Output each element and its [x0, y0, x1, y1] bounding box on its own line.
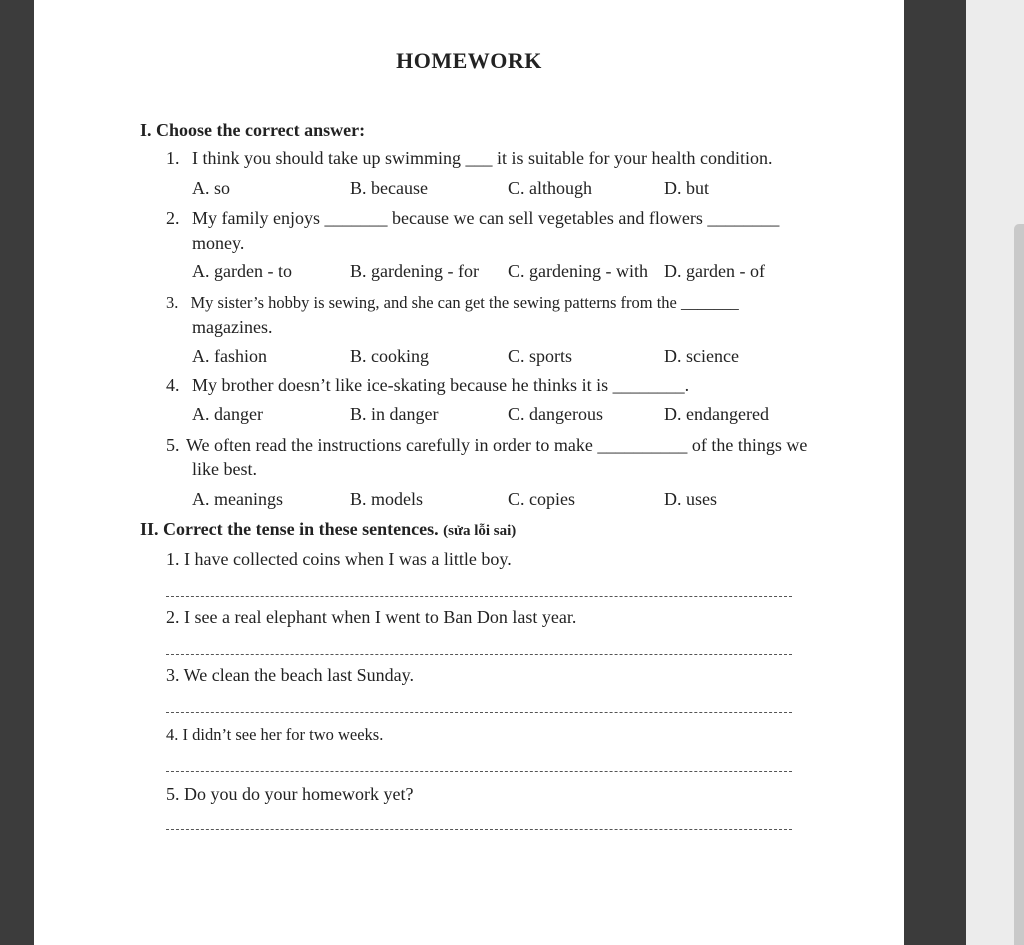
- option-c: C. although: [508, 178, 592, 198]
- viewer-right-margin: [904, 0, 966, 945]
- answer-line: [166, 829, 792, 830]
- question-3: [166, 292, 739, 314]
- answer-line: [166, 712, 792, 713]
- answer-blank: ________: [707, 208, 780, 228]
- answer-blank: _______: [324, 208, 388, 228]
- option-d: D. science: [664, 346, 739, 366]
- question-continuation: magazines.: [192, 317, 273, 337]
- correction-item-3: 3. We clean the beach last Sunday.: [166, 665, 414, 685]
- question-text: it is suitable for your health condition.: [497, 148, 773, 168]
- question-5: [166, 434, 807, 456]
- option-a: A. so: [192, 178, 231, 198]
- option-a: A. garden - to: [192, 261, 292, 281]
- question-continuation: like best.: [192, 459, 257, 479]
- scrollbar-thumb[interactable]: [1014, 224, 1024, 945]
- page-title: HOMEWORK: [396, 48, 542, 73]
- option-a: A. danger: [192, 404, 263, 424]
- answer-blank: ________: [612, 375, 685, 395]
- question-text: .: [684, 375, 690, 395]
- question-text: of the things we: [691, 435, 808, 455]
- question-continuation: money.: [192, 233, 245, 253]
- question-text: We often read the instructions carefully in order to make: [186, 435, 593, 455]
- answer-blank: _______: [680, 293, 739, 312]
- answer-blank: __________: [597, 435, 688, 455]
- correction-item-1: 1. I have collected coins when I was a little boy.: [166, 549, 512, 569]
- option-b: B. in danger: [350, 404, 439, 424]
- question-text: My sister’s hobby is sewing, and she can get the sewing patterns from the: [190, 293, 677, 312]
- answer-line: [166, 596, 792, 597]
- answer-line: [166, 771, 792, 772]
- question-4: [166, 374, 689, 396]
- option-b: B. gardening - for: [350, 261, 479, 281]
- question-1: [166, 147, 772, 169]
- question-text: My family enjoys: [192, 208, 320, 228]
- option-a: A. fashion: [192, 346, 267, 366]
- question-text: because we can sell vegetables and flowers: [392, 208, 703, 228]
- option-c: C. gardening - with: [508, 261, 648, 281]
- viewer-left-margin: [0, 0, 34, 945]
- document-page: [34, 0, 904, 945]
- question-number: 3.: [166, 293, 179, 312]
- option-d: D. garden - of: [664, 261, 765, 281]
- correction-item-5: 5. Do you do your homework yet?: [166, 784, 414, 804]
- option-d: D. uses: [664, 489, 717, 509]
- option-b: B. because: [350, 178, 428, 198]
- section-1-heading: I. Choose the correct answer:: [140, 120, 366, 140]
- section-2-note: (sửa lỗi sai): [443, 523, 517, 539]
- option-b: B. cooking: [350, 346, 429, 366]
- question-number: 1.: [166, 148, 180, 168]
- correction-item-2: 2. I see a real elephant when I went to Ban Don last year.: [166, 607, 577, 627]
- section-2-title: II. Correct the tense in these sentences.: [140, 519, 439, 539]
- option-a: A. meanings: [192, 489, 283, 509]
- section-2-heading: [140, 518, 516, 542]
- question-text: My brother doesn’t like ice-skating because he thinks it is: [192, 375, 609, 395]
- option-c: C. copies: [508, 489, 575, 509]
- answer-line: [166, 654, 792, 655]
- option-d: D. endangered: [664, 404, 769, 424]
- option-b: B. models: [350, 489, 424, 509]
- answer-blank: ___: [465, 148, 493, 168]
- option-c: C. sports: [508, 346, 573, 366]
- correction-item-4: 4. I didn’t see her for two weeks.: [166, 725, 384, 744]
- option-c: C. dangerous: [508, 404, 603, 424]
- question-number: 4.: [166, 375, 180, 395]
- question-2: [166, 207, 779, 229]
- question-number: 5.: [166, 435, 180, 455]
- option-d: D. but: [664, 178, 709, 198]
- question-text: I think you should take up swimming: [192, 148, 461, 168]
- question-number: 2.: [166, 208, 180, 228]
